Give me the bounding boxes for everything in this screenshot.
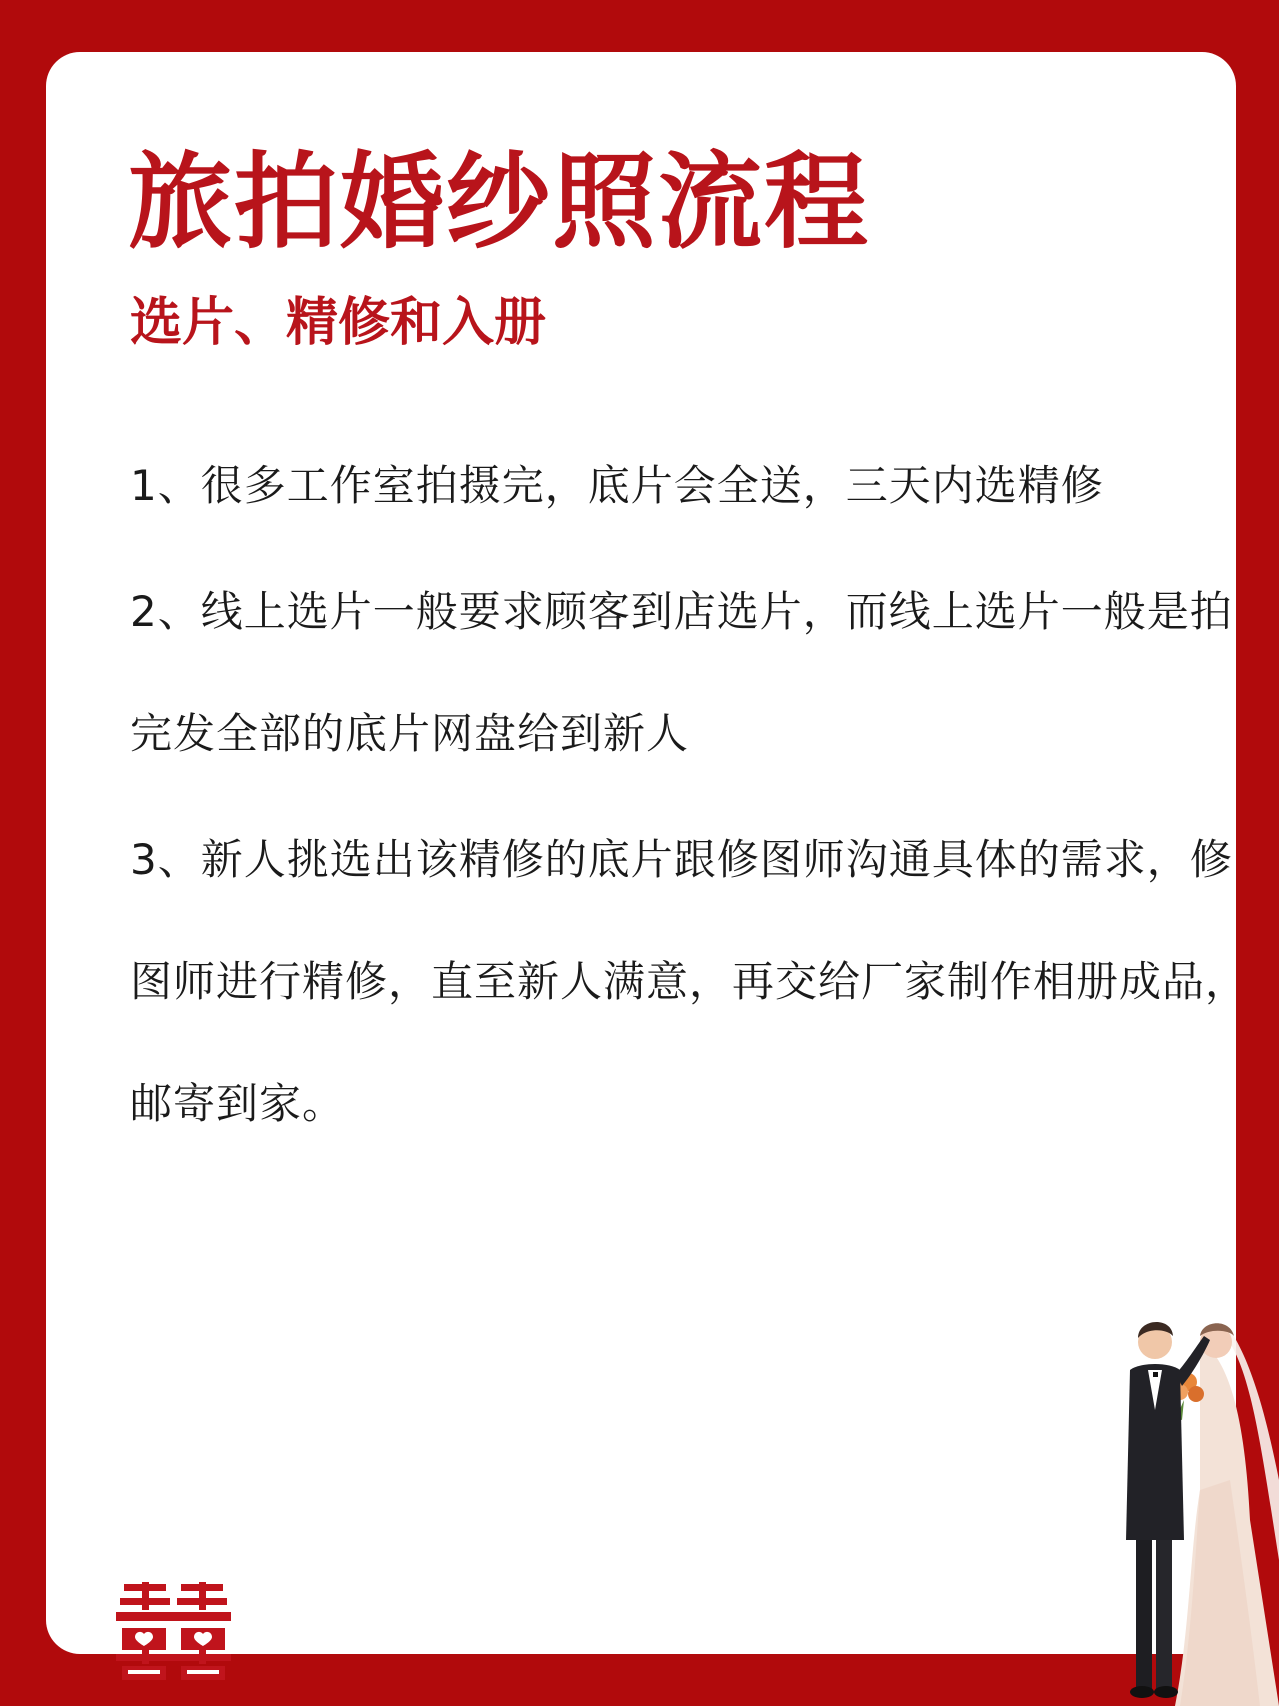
- step-3-text: 3、新人挑选出该精修的底片跟修图师沟通具体的需求，修图师进行精修，直至新人满意，再交给厂家制作相册成品，邮寄到家。: [130, 835, 1249, 1128]
- step-1-text: 1、很多工作室拍摄完，底片会全送，三天内选精修: [130, 461, 1104, 510]
- double-happiness-icon: [116, 1582, 231, 1680]
- wedding-couple-illustration: [1080, 1300, 1279, 1706]
- step-2-text: 2、线上选片一般要求顾客到店选片，而线上选片一般是拍完发全部的底片网盘给到新人: [130, 587, 1233, 758]
- page-subtitle: 选片、精修和入册: [130, 293, 547, 353]
- page-title: 旅拍婚纱照流程: [128, 141, 871, 263]
- steps-list: [130, 425, 1270, 1169]
- content-card: [46, 52, 1249, 1654]
